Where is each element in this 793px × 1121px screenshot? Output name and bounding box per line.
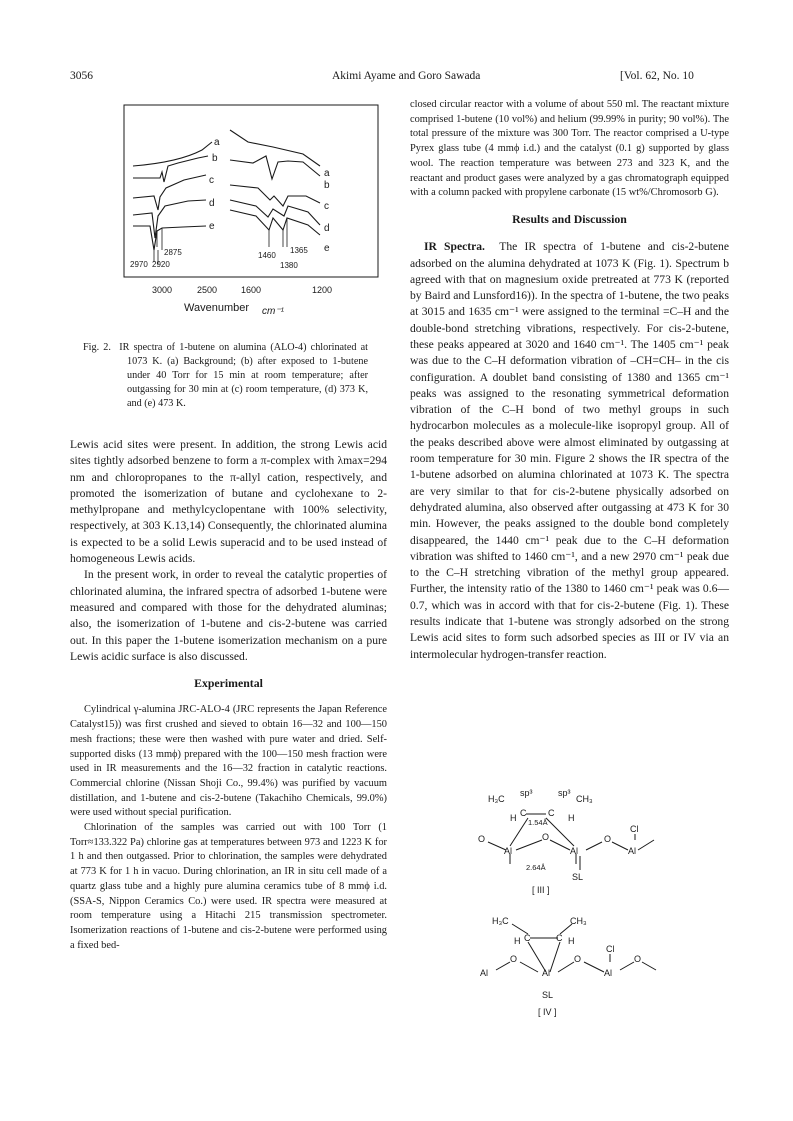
struct4-label-8: Al — [542, 968, 551, 978]
curve-label-left-d: d — [209, 198, 215, 209]
caption-label: Fig. 2. — [83, 342, 111, 353]
experimental-text — [70, 703, 387, 953]
figure-2-caption — [83, 341, 368, 411]
structure-III-diagram — [470, 788, 720, 898]
running-head-authors: Akimi Ayame and Goro Sawada — [332, 70, 481, 82]
struct4-label-10: Al — [604, 968, 613, 978]
struct3-label-16: 2.64Å — [526, 863, 546, 872]
struct3-label-4: H — [510, 813, 517, 823]
curve-left-e — [133, 226, 206, 250]
curve-left-a — [133, 142, 212, 166]
x-axis-label: Wavenumber — [184, 302, 250, 314]
peak-label-1380: 1380 — [280, 261, 298, 270]
curve-left-d — [133, 200, 206, 238]
peak-label-2920: 2920 — [152, 260, 170, 269]
struct3-label-10: Al — [504, 846, 513, 856]
struct4-label-1: CH₃ — [570, 916, 587, 926]
struct3-label-17: SL — [572, 872, 584, 882]
struct3-label-3: CH₃ — [576, 794, 593, 804]
x-tick-1200: 1200 — [312, 285, 333, 295]
curve-label-left-a: a — [214, 137, 220, 148]
struct3-label-8: H — [568, 813, 575, 823]
curve-label-right-b: b — [324, 180, 330, 191]
struct3-label-12: Al — [570, 846, 579, 856]
right-column — [410, 98, 729, 663]
struct3-label-14: Al — [628, 846, 637, 856]
peak-label-2875: 2875 — [164, 248, 182, 257]
left-panel-curves — [133, 142, 212, 250]
struct3-label-15: Cl — [630, 824, 639, 834]
section-heading-experimental: Experimental — [194, 676, 263, 691]
struct3-label-6: 1.54Å — [528, 818, 548, 827]
left-column — [70, 437, 387, 953]
body-paragraph: In the present work, in order to reveal the catalytic properties of chlorinated alumina, the infrared spectra of adsorbed 1-butene were measured and compared with those for the dehydrated aluminas; also, the isomerization of 1-butene and cis-2-butene was carried out. In this paper the 1-butene isomerization mechanism on a pure Lewis acidic surface is also discussed. — [70, 568, 387, 663]
curve-label-right-a: a — [324, 168, 330, 179]
struct3-label-5: C — [520, 808, 527, 818]
curve-label-left-e: e — [209, 221, 215, 232]
structure-IV-diagram — [470, 910, 720, 1020]
peak-label-2970: 2970 — [130, 260, 148, 269]
struct4-label-6: Al — [480, 968, 489, 978]
running-head-journal: [Vol. 62, No. 10 — [620, 70, 694, 82]
curve-label-right-d: d — [324, 223, 330, 234]
x-axis-ticks — [152, 285, 332, 295]
results-text: The IR spectra of 1-butene and cis-2-butene adsorbed on the alumina dehydrated at 1073 K (Fig. 1). Spectrum b agreed with that on magnesium oxide pretreated at 773 K (reported by Baird and Lunsford16)). In the spectra of 1-butene, the two peaks at 3015 and 1635 cm⁻¹ were assigned to the terminal =C–H and the double-bond stretching vibrations, respectively. For cis-2-butene, these peaks appeared at 3020 and 1640 cm⁻¹. The 1405 cm⁻¹ peak was due to the C–H deformation vibration of –CH=CH– in the cis configuration. A doublet band consisting of 1380 and 1365 cm⁻¹ peaks was assigned to the resonating symmetrical deformation vibration of the C–H bond of two methyl groups in such hydrocarbon molecules as a molecule-like isopropyl group. All of the peaks described above were almost eliminated by outgassing at room temperature for 30 min. Figure 2 shows the IR spectra of the 1-butene adsorbed on alumina chlorinated at 1073 K. The spectra are very similar to that for cis-2-butene physically adsorbed on dehydrated alumina, also observed after outgassing at 473 K for 30 min. However, the peaks assigned to the double bond completely disappeared, the 1440 cm⁻¹ peak due to the C–H deformation vibration was shifted to 1460 cm⁻¹, and a new 2970 cm⁻¹ peak due to the C–H stretching vibration of the methyl group appeared. Further, the intensity ratio of the 1380 to 1460 cm⁻¹ peak was 0.6—0.7, which was in accord with that for cis-2-butene (Fig. 1). These results indicate that 1-butene was strongly adsorbed on the strong Lewis acid sites to form such adsorbed species as III or IV via an intermolecular hydrogen-transfer reaction. — [410, 240, 729, 661]
x-tick-3000: 3000 — [152, 285, 173, 295]
peak-labels — [130, 246, 308, 270]
struct3-label-13: O — [604, 834, 612, 844]
struct3-label-9: O — [478, 834, 486, 844]
figure-frame — [124, 105, 378, 277]
struct3-label-2: sp³ — [558, 788, 571, 798]
results-lead: IR Spectra. — [424, 240, 485, 254]
struct4-label-2: H — [514, 936, 521, 946]
struct3-label-0: H₃C — [488, 794, 505, 804]
struct4-label-12: Cl — [606, 944, 615, 954]
struct4-label-5: H — [568, 936, 575, 946]
curve-right-a — [230, 130, 320, 166]
results-paragraph — [410, 239, 729, 663]
struct4-label-4: C — [556, 933, 563, 943]
struct4-name: [ IV ] — [538, 1007, 557, 1017]
section-heading-results: Results and Discussion — [512, 211, 627, 226]
struct4-label-7: O — [510, 954, 518, 964]
struct4-label-9: O — [574, 954, 582, 964]
curve-label-left-c: c — [209, 175, 214, 186]
curve-right-e — [230, 210, 320, 235]
struct3-name: [ III ] — [532, 885, 550, 895]
struct3-label-7: C — [548, 808, 555, 818]
figure-2-ir-spectra — [88, 100, 388, 325]
struct4-label-11: O — [634, 954, 642, 964]
body-paragraph: Lewis acid sites were present. In addition, the strong Lewis acid sites tightly adsorbed benzene to form a π-complex with λmax=294 nm and chloropropanes to the π-allyl cation, respectively, and promoted the isomerization of butane and cyclohexane to 2-methylpropane and methylcyclopentane with 100% selectivity, respectively, at 303 K.13,14) Consequently, the chlorinated alumina is expected to be a solid Lewis superacid and to be used instead of homogeneous Lewis acids. — [70, 438, 387, 566]
peak-label-1460: 1460 — [258, 251, 276, 260]
curve-left-b — [133, 156, 208, 182]
x-tick-1600: 1600 — [241, 285, 262, 295]
x-tick-2500: 2500 — [197, 285, 218, 295]
curve-label-right-e: e — [324, 243, 330, 254]
x-axis-unit: cm⁻¹ — [262, 306, 284, 317]
struct3-label-11: O — [542, 832, 550, 842]
body-paragraph: Chlorination of the samples was carried out with 100 Torr (1 Torr≈133.322 Pa) chlorine gas at temperatures between 973 and 1223 K for 1 h and then outgassed. Prior to chlorination, the samples were dehydrated at 773 K for 1 h in vacuo. During chlorination, an IR in situ cell made of a quartz glass tube and a highly pure alumina ceramics tube of 8 mmϕ i.d. (SSA-S, Nippon Ceramics Co.) were used. IR spectra were measured at room temperature using a Hitachi 215 transmission spectrometer. Isomerization reactions of 1-butene and cis-2-butene were performed using a fixed bed- — [70, 822, 387, 951]
struct4-label-13: SL — [542, 990, 554, 1000]
curve-label-left-b: b — [212, 153, 218, 164]
struct4-label-3: C — [524, 933, 531, 943]
curve-letter-labels — [209, 137, 330, 254]
curve-label-right-c: c — [324, 201, 329, 212]
body-paragraph: closed circular reactor with a volume of about 550 ml. The reactant mixture comprised 1-butene (10 vol%) and helium (99.99% in purity; 90 vol%). The total pressure of the mixture was 300 Torr. The reactor comprised a U-type Pyrex glass tube (4 mmϕ i.d.) and the catalyst (0.1 g) supported by glass wool. The reaction temperature was between 273 and 323 K, and the reactant and product gases were analyzed by a gas chromatograph equipped with a column packed with propylene carbonate (15 wt%/Chromosorb G). — [410, 99, 729, 199]
caption-text: IR spectra of 1-butene on alumina (ALO-4) chlorinated at 1073 K. (a) Background; (b) after exposed to 1-butene under 40 Torr for 15 min at room temperature; after outgassing for 30 min at (c) room temperature, (d) 373 K, and (e) 473 K. — [119, 342, 369, 409]
struct3-label-1: sp³ — [520, 788, 533, 798]
peak-label-1365: 1365 — [290, 246, 308, 255]
body-paragraph: Cylindrical γ-alumina JRC-ALO-4 (JRC represents the Japan Reference Catalyst15)) was first crushed and sieved to obtain 16—32 and 100—150 mesh fractions; these were then washed with pure water and dried. Self-supported disks (13 mmϕ) prepared with the 100—150 mesh fraction were used in IR measurements and the 16—32 fraction in catalytic reactions. Commercial chlorine (Nissan Shoji Co., 99.4%) was purified by vacuum distillation, and 1-butene and cis-2-butene (Takachiho Chemicals, 99.0%) were used without special purification. — [70, 704, 387, 819]
struct4-label-0: H₃C — [492, 916, 509, 926]
right-panel-curves — [230, 130, 320, 235]
page-number: 3056 — [70, 70, 93, 82]
curve-right-b — [230, 156, 320, 179]
